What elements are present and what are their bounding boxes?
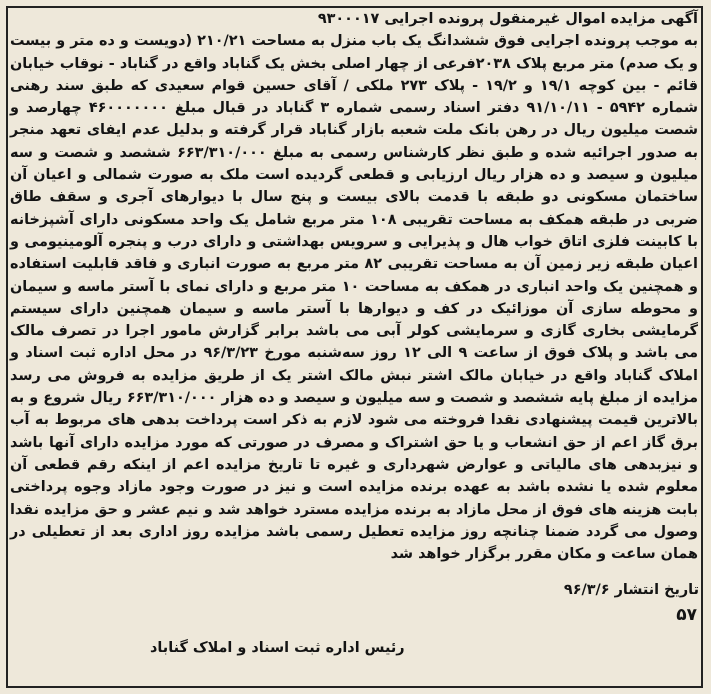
- ad-number: ۵۷: [676, 605, 697, 625]
- notice-text-block: [10, 8, 698, 565]
- notice-title: آگهی مزایده اموال غیرمنقول پرونده اجرایی ۹۳۰۰۰۱۷: [317, 11, 698, 27]
- signature-line: رئیس اداره ثبت اسناد و املاک گناباد: [150, 640, 405, 656]
- publish-date: تاریخ انتشار ۹۶/۳/۶: [563, 582, 699, 598]
- notice-body: به موجب پرونده اجرایی فوق ششدانگ یک باب منزل به مساحت ۲۱۰/۲۱ (دویست و ده متر و بیست و یک صدم) متر مربع پلاک ۲۰۳۸فرعی از چهار اصلی بخش یک گناباد واقع در گناباد - نوقاب خیابان قائم - بین کوچه ۱۹/۱ و ۱۹/۲ - پلاک ۲۷۳ ملکی / آقای حسین قوام سعیدی که طبق سند رهنی شماره ۵۹۴۲ - ۹۱/۱۰/۱۱ دفتر اسناد رسمی شماره ۳ گناباد در قبال مبلغ ۴۶۰۰۰۰۰۰۰ چهارصد و شصت میلیون ریال در رهن بانک ملت شعبه بازار گناباد قرار گرفته و بدلیل عدم ایفای تعهد منجر به صدور اجرائیه شده و طبق نظر کارشناس رسمی به مبلغ ۶۶۳/۳۱۰/۰۰۰ ششصد و شصت و سه میلیون و سیصد و ده هزار ریال ارزیابی و قطعی گردیده است ملک به صورت شمالی و اعیان آن ساختمان مسکونی دو طبقه با قدمت بالای بیست و پنج سال با دیوارهای آجری و سقف طاق ضربی در طبقه همکف به مساحت تقریبی ۱۰۸ متر مربع شامل یک واحد مسکونی دارای آشپزخانه با کابینت فلزی اتاق خواب هال و پذیرایی و سرویس بهداشتی و دارای درب و پنجره آلومینیومی و اعیان طبقه زیر زمین آن به مساحت تقریبی ۸۲ متر مربع به صورت انباری و فاقد قابلیت استفاده و همچنین یک واحد انباری در همکف به مساحت ۱۰ متر مربع و دارای نمای با آستر ماسه و سیمان و محوطه سازی آن موزائیک در کف و دیوارها با آستر ماسه و سیمان همچنین دارای سیستم گرمایشی بخاری گازی و سرمایشی کولر آبی می باشد برابر گزارش مامور اجرا در تصرف مالک می باشد و پلاک فوق از ساعت ۹ الی ۱۲ روز سه‌شنبه مورخ ۹۶/۳/۲۳ در محل اداره ثبت اسناد و املاک گناباد واقع در خیابان مالک اشتر نبش مالک اشتر یک از طریق مزایده به فروش می رسد مزایده از مبلغ پایه ششصد و شصت و سه میلیون و سیصد و ده هزار ۶۶۳/۳۱۰/۰۰۰ ریال شروع و به بالاترین قیمت پیشنهادی نقدا فروخته می شود لازم به ذکر است پرداخت بدهی های مربوط به آب برق گاز اعم از حق انشعاب و یا حق اشتراک و مصرف در صورتی که مورد مزایده دارای آنها باشد و نیزبدهی های مالیاتی و عوارض شهرداری و غیره تا تاریخ مزایده اعم از اینکه رقم قطعی آن معلوم شده یا نشده باشد به عهده برنده مزایده است و نیز در صورت وجود مازاد وجوه پرداختی بابت هزینه های فوق از محل مازاد به برنده مزایده مسترد خواهد شد و نیم عشر و حق مزایده نقدا وصول می گردد ضمنا چنانچه روز مزایده تعطیل رسمی باشد مزایده روز اداری بعد از تعطیلی در همان ساعت و مکان مقرر برگزار خواهد شد: [10, 33, 699, 563]
